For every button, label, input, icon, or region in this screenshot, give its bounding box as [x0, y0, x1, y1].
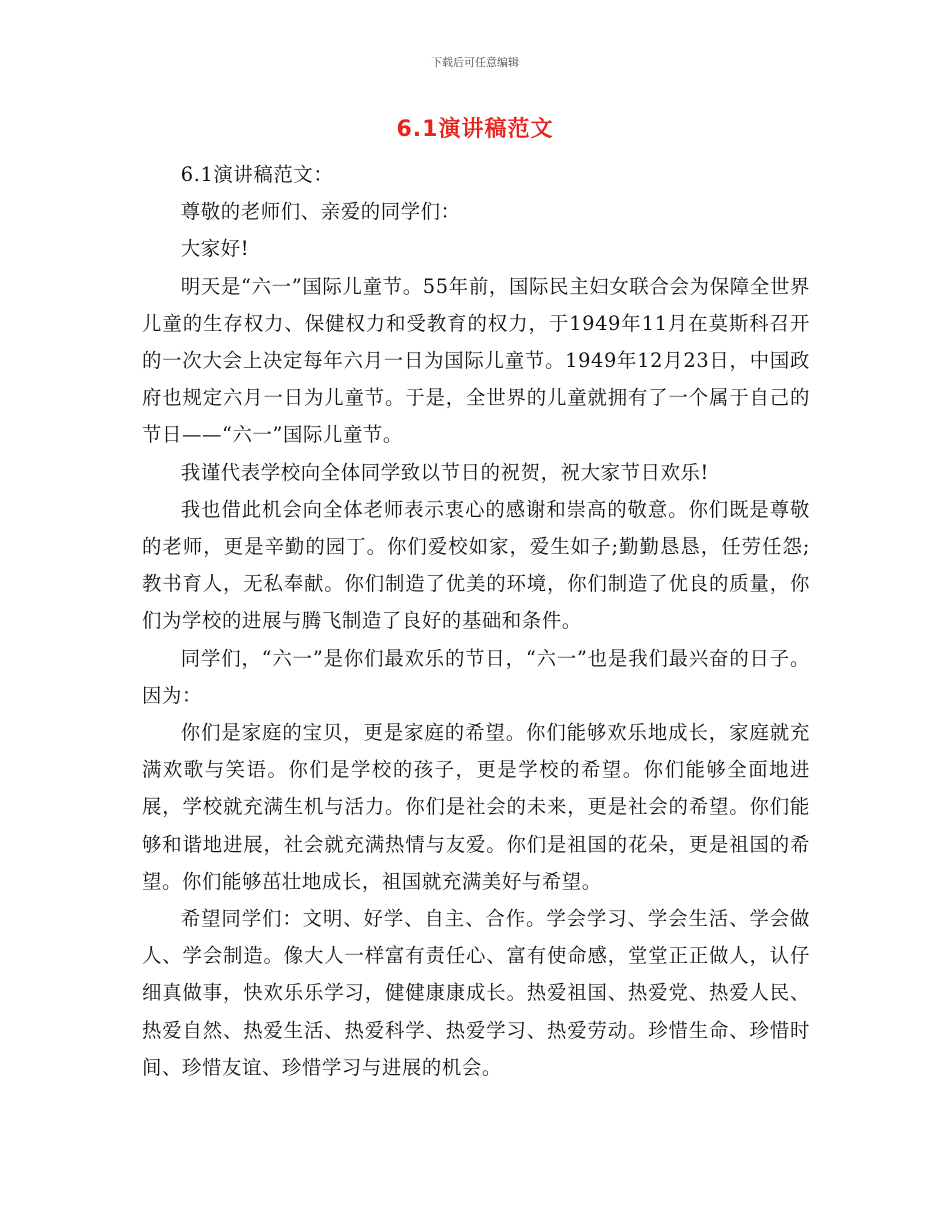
paragraph: 你们是家庭的宝贝，更是家庭的希望。你们能够欢乐地成长，家庭就充满欢歌与笑语。你们是学校的孩子，更是学校的希望。你们能够全面地进展，学校就充满生机与活力。你们是社会的未来，更是社会的希望。你们能够和谐地进展，社会就充满热情与友爱。你们是祖国的花朵，更是祖国的希望。你们能够茁壮地成长，祖国就充满美好与希望。: [142, 721, 810, 893]
paragraph: 希望同学们：文明、好学、自主、合作。学会学习、学会生活、学会做人、学会制造。像大人一样富有责任心、富有使命感，堂堂正正做人，认仔细真做事，快欢乐乐学习，健健康康成长。热爱祖国、热爱党、热爱人民、热爱自然、热爱生活、热爱科学、热爱学习、热爱劳动。珍惜生命、珍惜时间、珍惜友谊、珍惜学习与进展的机会。: [142, 907, 810, 1079]
header-note: 下载后可任意编辑: [431, 56, 519, 69]
paragraph: 我也借此机会向全体老师表示衷心的感谢和崇高的敬意。你们既是尊敬的老师，更是辛勤的园丁。你们爱校如家，爱生如子;勤勤恳恳，任劳任怨;教书育人，无私奉献。你们制造了优美的环境，你们制造了优良的质量，你们为学校的进展与腾飞制造了良好的基础和条件。: [142, 497, 810, 633]
document-body: [142, 156, 810, 1086]
paragraph: 我谨代表学校向全体同学致以节日的祝贺，祝大家节日欢乐!: [180, 460, 709, 484]
paragraph: 明天是“六一”国际儿童节。55年前，国际民主妇女联合会为保障全世界儿童的生存权力、保健权力和受教育的权力，于1949年11月在莫斯科召开的一次大会上决定每年六月一日为国际儿童节。1949年12月23日，中国政府也规定六月一日为儿童节。于是，全世界的儿童就拥有了一个属于自己的节日——“六一”国际儿童节。: [142, 274, 810, 447]
paragraph: 同学们，“六一”是你们最欢乐的节日，“六一”也是我们最兴奋的日子。因为：: [142, 646, 810, 707]
paragraph: 大家好!: [180, 237, 250, 261]
document-title: 6.1演讲稿范文: [396, 117, 554, 142]
paragraph: 6.1演讲稿范文：: [180, 163, 334, 186]
paragraph: 尊敬的老师们、亲爱的同学们：: [180, 200, 461, 224]
